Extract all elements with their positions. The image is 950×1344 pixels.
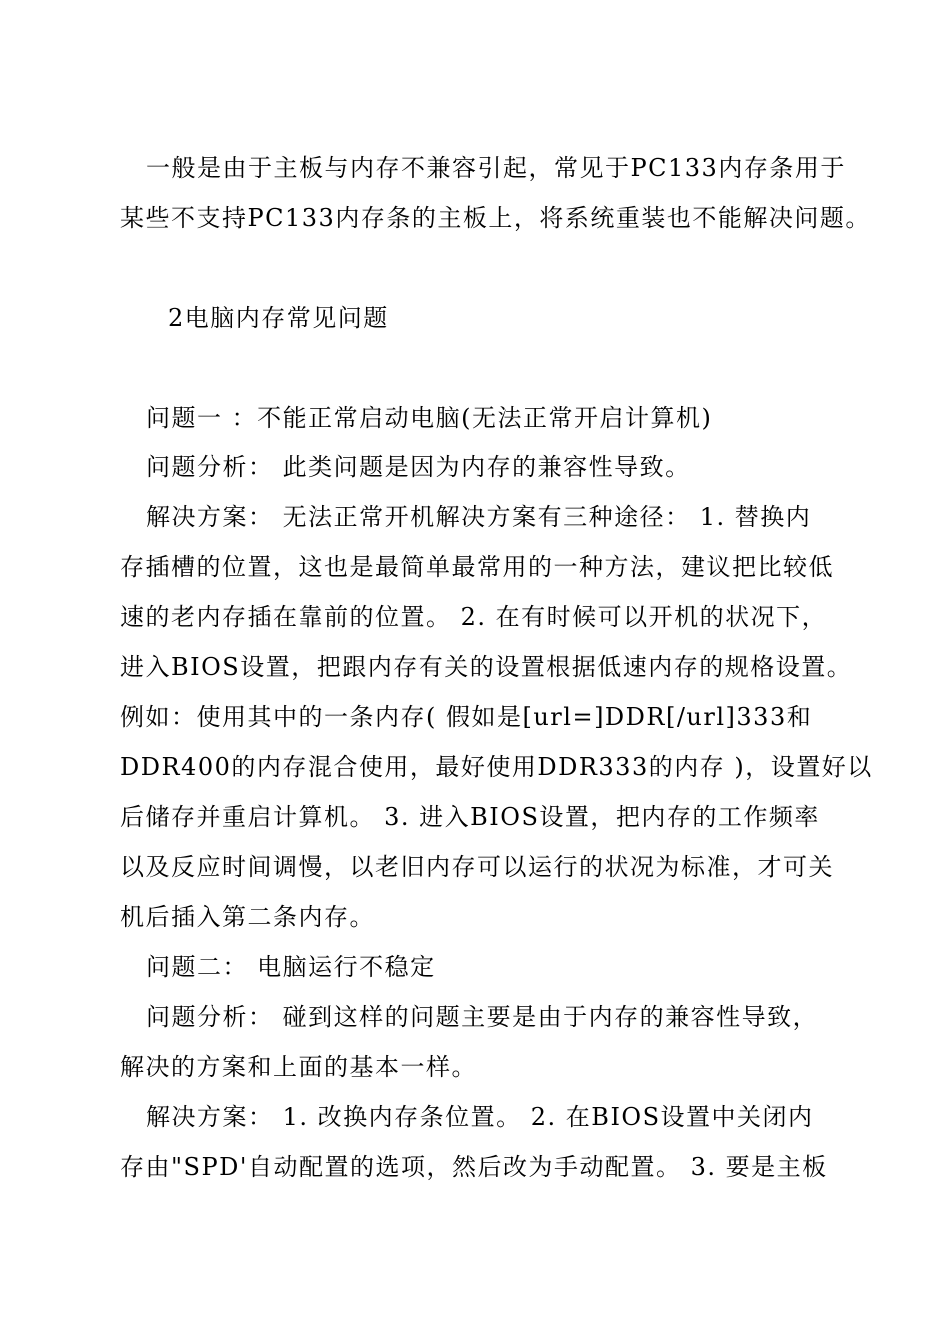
problem-heading: 问题二： 电脑运行不稳定 [146,953,436,981]
body-text-line: 问题分析： 此类问题是因为内存的兼容性导致。 [146,453,691,481]
body-text-line: 某些不支持PC133内存条的主板上，将系统重装也不能解决问题。 [120,204,871,232]
body-text-line: 例如：使用其中的一条内存( 假如是[url=]DDR[/url]333和 [120,703,813,731]
body-text-line: 进入BIOS设置，把跟内存有关的设置根据低速内存的规格设置。 [120,653,853,681]
body-text-line: 以及反应时间调慢，以老旧内存可以运行的状况为标准，才可关 [120,853,834,881]
body-text-line: 问题分析： 碰到这样的问题主要是由于内存的兼容性导致， [146,1003,819,1031]
body-text-line: 解决方案： 无法正常开机解决方案有三种途径： 1. 替换内 [146,503,812,531]
body-text-line: 速的老内存插在靠前的位置。 2. 在有时候可以开机的状况下， [120,603,828,631]
body-text-line: 解决的方案和上面的基本一样。 [120,1053,477,1081]
body-text-line: 后储存并重启计算机。 3. 进入BIOS设置，把内存的工作频率 [120,803,820,831]
problem-heading: 问题一 ：不能正常启动电脑(无法正常开启计算机) [146,404,713,432]
body-text-line: 存由"SPD'自动配置的选项，然后改为手动配置。 3. 要是主板 [120,1153,828,1181]
section-heading: 2电脑内存常见问题 [168,304,389,332]
body-text-line: DDR400的内存混合使用，最好使用DDR333的内存 )，设置好以 [120,753,873,781]
body-text-line: 存插槽的位置，这也是最简单最常用的一种方法，建议把比较低 [120,553,834,581]
body-text-line: 解决方案： 1. 改换内存条位置。 2. 在BIOS设置中关闭内 [146,1103,814,1131]
body-text-line: 一般是由于主板与内存不兼容引起，常见于PC133内存条用于 [146,154,846,182]
body-text-line: 机后插入第二条内存。 [120,903,375,931]
